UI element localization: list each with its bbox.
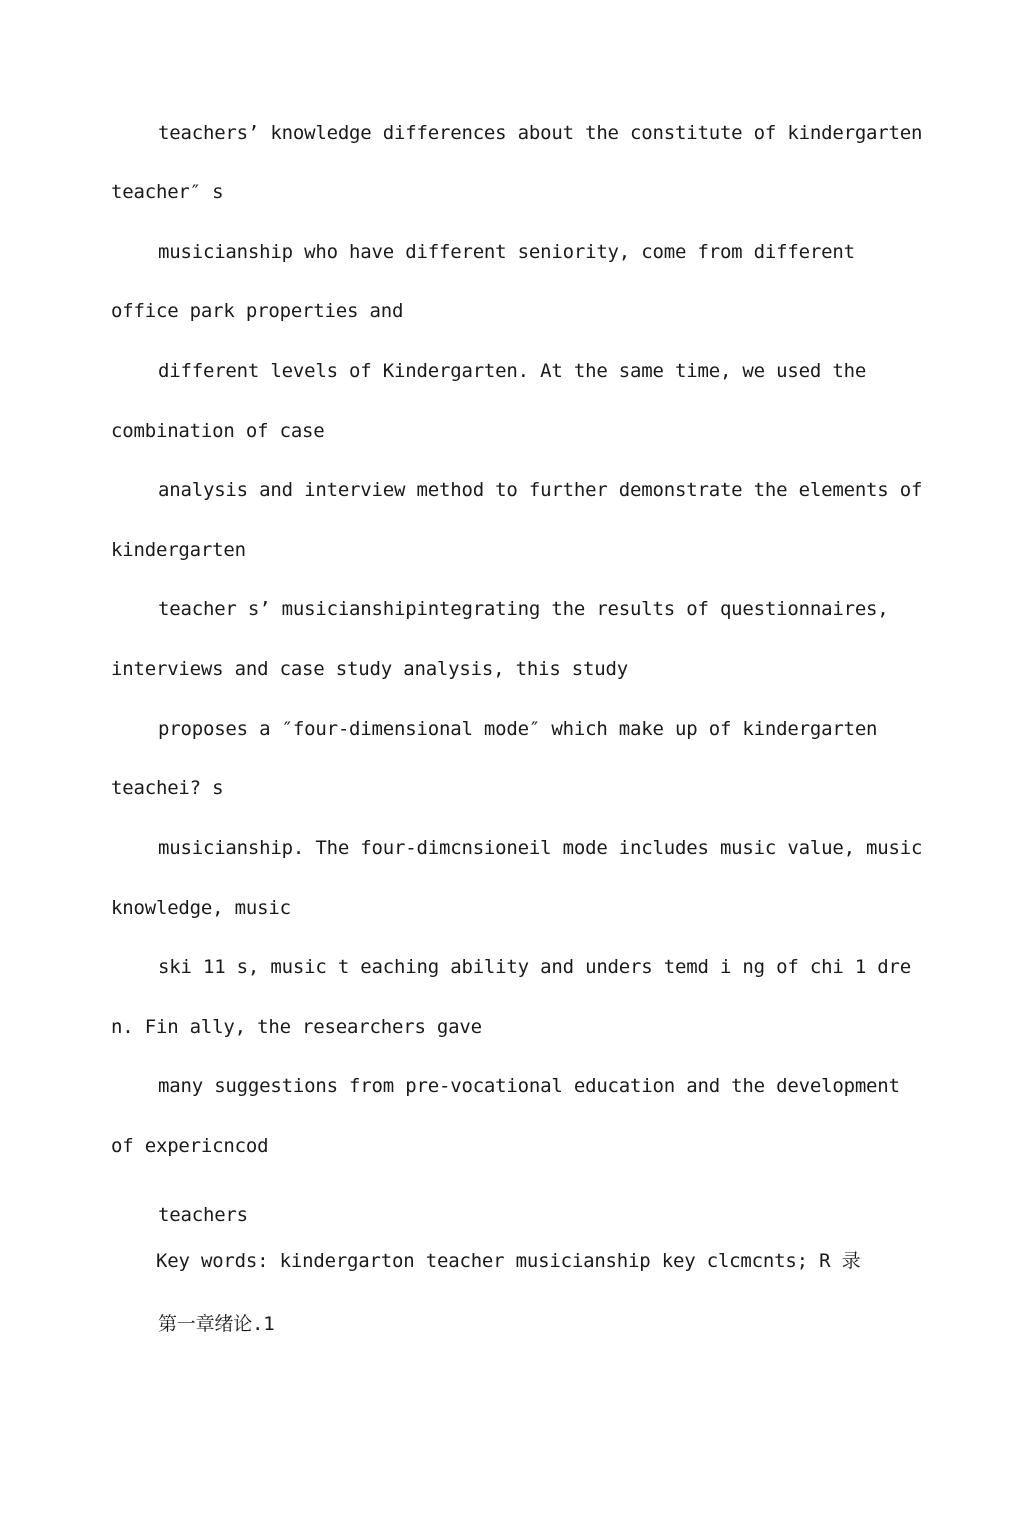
text-line: many suggestions from pre-vocational education and the development (158, 1075, 900, 1097)
text-line: musicianship. The four-dimcnsioneil mode includes music value, music (158, 837, 923, 859)
text-line: proposes a ″four-dimensional mode″ which make up of kindergarten (158, 718, 878, 740)
text-line: knowledge, music (111, 897, 291, 919)
text-line: office park properties and (111, 300, 404, 322)
text-line: different levels of Kindergarten. At the same time, we used the (158, 360, 867, 382)
text-line: of expericncod (111, 1135, 269, 1157)
text-line: interviews and case study analysis, this study (111, 658, 628, 680)
text-line: analysis and interview method to further demonstrate the elements of (158, 479, 923, 501)
text-line: kindergarten (111, 539, 246, 561)
text-line: ski 11 s, music t eaching ability and unders temd i ng of chi 1 dre (158, 956, 912, 978)
keywords-line: Key words: kindergarton teacher musicianship key clcmcnts; R 录 (156, 1250, 861, 1272)
text-line: teacher s’ musicianshipintegrating the results of questionnaires, (158, 598, 889, 620)
text-line: teachers (158, 1204, 248, 1226)
text-line: musicianship who have different seniority, come from different (158, 241, 855, 263)
text-line: combination of case (111, 420, 325, 442)
text-line: teachers’ knowledge differences about the constitute of kindergarten (158, 122, 923, 144)
text-line: teachei? s (111, 777, 224, 799)
toc-entry: 第一章绪论.1 (158, 1313, 275, 1335)
text-line: n. Fin ally, the researchers gave (111, 1016, 482, 1038)
text-line: teacher″ s (111, 181, 224, 203)
